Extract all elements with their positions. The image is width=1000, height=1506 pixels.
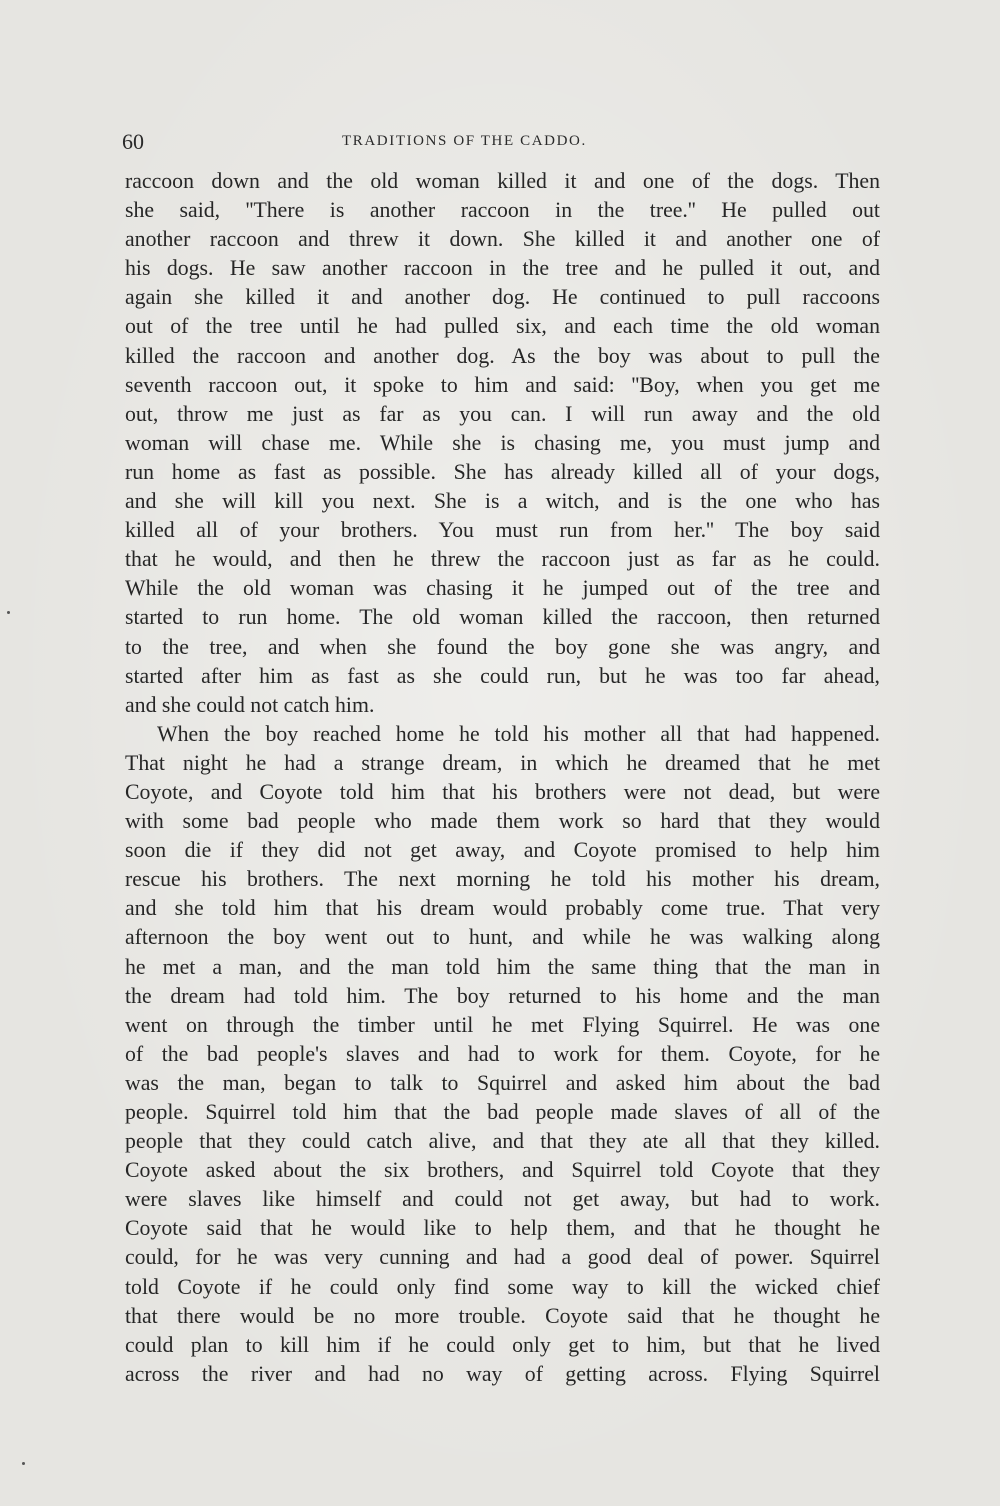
text-line: with some bad people who made them work so hard that they would bbox=[125, 809, 880, 834]
text-line: that there would be no more trouble. Coyote said that he thought he bbox=[125, 1303, 880, 1328]
text-line: started to run home. The old woman killed the raccoon, then returned bbox=[125, 605, 880, 630]
paper-speck bbox=[22, 1462, 25, 1465]
text-line: killed the raccoon and another dog. As the boy was about to pull the bbox=[125, 343, 880, 368]
text-line: rescue his brothers. The next morning he told his mother his dream, bbox=[125, 867, 880, 892]
text-line: seventh raccoon out, it spoke to him and said: ''Boy, when you get me bbox=[125, 372, 880, 397]
text-line: out of the tree until he had pulled six, and each time the old woman bbox=[125, 314, 880, 339]
text-line: that he would, and then he threw the raccoon just as far as he could. bbox=[125, 547, 880, 572]
text-line: the dream had told him. The boy returned to his home and the man bbox=[125, 983, 880, 1008]
text-line: across the river and had no way of getting across. Flying Squirrel bbox=[125, 1361, 880, 1386]
text-line: Coyote said that he would like to help them, and that he thought he bbox=[125, 1216, 880, 1241]
text-line: run home as fast as possible. She has already killed all of your dogs, bbox=[125, 459, 880, 484]
text-line: started after him as fast as she could run, but he was too far ahead, bbox=[125, 663, 880, 688]
text-line: out, throw me just as far as you can. I will run away and the old bbox=[125, 401, 880, 426]
text-line: went on through the timber until he met Flying Squirrel. He was one bbox=[125, 1012, 880, 1037]
text-line: Coyote, and Coyote told him that his brothers were not dead, but were bbox=[125, 779, 880, 804]
page-number: 60 bbox=[122, 129, 144, 154]
text-line: raccoon down and the old woman killed it and one of the dogs. Then bbox=[125, 169, 880, 193]
paper-speck bbox=[7, 611, 10, 614]
text-line: another raccoon and threw it down. She killed it and another one of bbox=[125, 227, 880, 252]
text-line: his dogs. He saw another raccoon in the tree and he pulled it out, and bbox=[125, 256, 880, 281]
text-line: and she could not catch him. bbox=[125, 692, 375, 717]
text-line: afternoon the boy went out to hunt, and while he was walking along bbox=[125, 925, 880, 950]
text-line: was the man, began to talk to Squirrel and asked him about the bad bbox=[125, 1070, 880, 1095]
text-line: and she told him that his dream would probably come true. That very bbox=[125, 896, 880, 921]
text-line: soon die if they did not get away, and Coyote promised to help him bbox=[125, 838, 880, 863]
text-line: again she killed it and another dog. He continued to pull raccoons bbox=[125, 285, 880, 310]
text-line: could plan to kill him if he could only get to him, but that he lived bbox=[125, 1332, 880, 1357]
text-line: were slaves like himself and could not get away, but had to work. bbox=[125, 1187, 880, 1212]
text-line: killed all of your brothers. You must run from her.'' The boy said bbox=[125, 518, 880, 543]
paragraph bbox=[125, 167, 880, 720]
running-head: TRADITIONS OF THE CADDO. bbox=[342, 133, 587, 149]
text-line: to the tree, and when she found the boy gone she was angry, and bbox=[125, 634, 880, 659]
paragraph bbox=[125, 720, 880, 1389]
text-line: he met a man, and the man told him the same thing that the man in bbox=[125, 954, 880, 979]
text-line: told Coyote if he could only find some way to kill the wicked chief bbox=[125, 1274, 880, 1299]
text-line: and she will kill you next. She is a witch, and is the one who has bbox=[125, 489, 880, 514]
text-line: of the bad people's slaves and had to work for them. Coyote, for he bbox=[125, 1041, 880, 1066]
body-text bbox=[125, 167, 880, 1389]
page-header bbox=[122, 129, 882, 159]
text-line: could, for he was very cunning and had a good deal of power. Squirrel bbox=[125, 1245, 880, 1270]
text-line: people. Squirrel told him that the bad people made slaves of all of the bbox=[125, 1100, 880, 1124]
text-line: Coyote asked about the six brothers, and Squirrel told Coyote that they bbox=[125, 1158, 880, 1183]
text-line: That night he had a strange dream, in which he dreamed that he met bbox=[125, 750, 880, 775]
text-line: woman will chase me. While she is chasing me, you must jump and bbox=[125, 430, 880, 455]
text-line: When the boy reached home he told his mother all that had happened. bbox=[157, 721, 880, 746]
text-line: she said, ''There is another raccoon in the tree.'' He pulled out bbox=[125, 198, 880, 223]
text-line: people that they could catch alive, and that they ate all that they killed. bbox=[125, 1129, 880, 1154]
text-line: While the old woman was chasing it he jumped out of the tree and bbox=[125, 576, 880, 601]
